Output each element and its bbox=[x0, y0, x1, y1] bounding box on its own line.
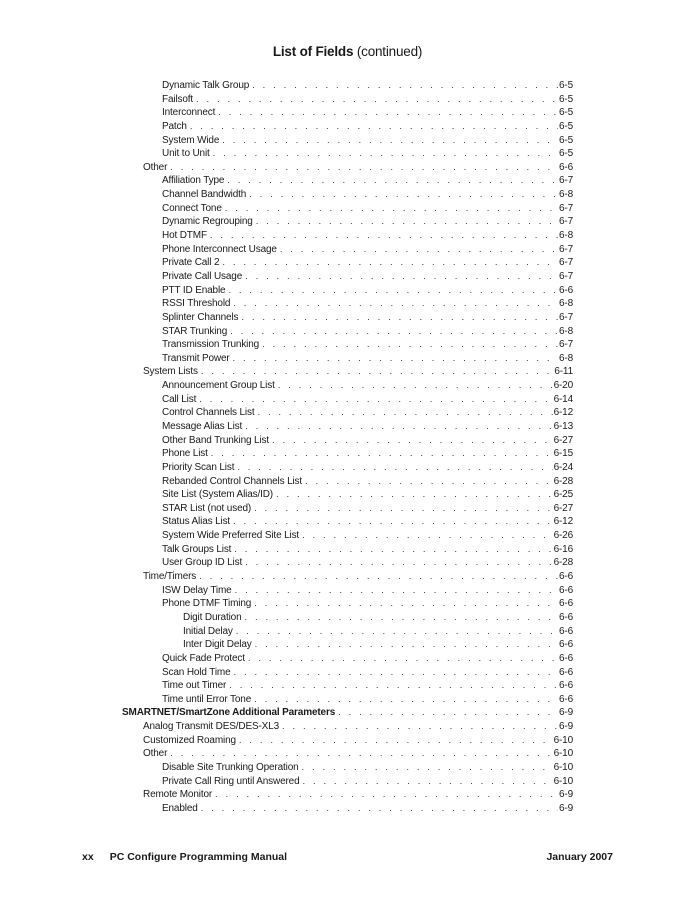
toc-entry-label: Other bbox=[143, 748, 168, 760]
toc-dot-leader bbox=[248, 652, 558, 666]
toc-entry-label: System Wide bbox=[162, 134, 220, 146]
toc-entry-label: Transmission Trunking bbox=[162, 339, 260, 351]
toc-entry-page: 6-8 bbox=[558, 189, 573, 201]
toc-dot-leader bbox=[201, 365, 553, 379]
toc-entry bbox=[162, 243, 573, 257]
toc-entry-label: PTT ID Enable bbox=[162, 284, 226, 296]
toc-entry-label: Dynamic Regrouping bbox=[162, 216, 253, 228]
footer-date: January 2007 bbox=[546, 851, 613, 863]
page-title bbox=[0, 44, 695, 59]
toc-entry-label: System Lists bbox=[143, 366, 198, 378]
toc-entry-label: Phone Interconnect Usage bbox=[162, 243, 277, 255]
toc-entry-page: 6-7 bbox=[558, 175, 573, 187]
toc-entry bbox=[162, 147, 573, 161]
toc-entry-page: 6-7 bbox=[558, 339, 573, 351]
toc-dot-leader bbox=[249, 188, 558, 202]
toc-entry-label: User Group ID List bbox=[162, 557, 243, 569]
toc-entry-page: 6-28 bbox=[553, 475, 573, 487]
toc-dot-leader bbox=[262, 338, 558, 352]
toc-entry-page: 6-7 bbox=[558, 216, 573, 228]
toc-dot-leader bbox=[256, 215, 558, 229]
toc-entry bbox=[183, 611, 573, 625]
toc-entry bbox=[162, 556, 573, 570]
toc-dot-leader bbox=[302, 761, 553, 775]
toc-entry bbox=[162, 256, 573, 270]
toc-entry-page: 6-13 bbox=[553, 421, 573, 432]
toc-entry bbox=[162, 420, 573, 434]
toc-entry-page: 6-20 bbox=[553, 380, 573, 392]
toc-entry bbox=[162, 215, 573, 229]
toc-dot-leader bbox=[254, 693, 558, 707]
toc-dot-leader bbox=[211, 447, 553, 461]
toc-entry bbox=[183, 638, 573, 652]
toc-entry-label: Private Call Ring until Answered bbox=[162, 775, 300, 787]
toc-dot-leader bbox=[245, 270, 558, 284]
toc-entry-label: Site List (System Alias/ID) bbox=[162, 489, 273, 501]
toc-entry-label: Remote Monitor bbox=[143, 789, 213, 801]
toc-dot-leader bbox=[244, 611, 558, 625]
toc-dot-leader bbox=[302, 529, 553, 543]
toc-entry-page: 6-6 bbox=[558, 571, 573, 583]
page-title-continued: (continued) bbox=[356, 44, 423, 59]
toc-dot-leader bbox=[235, 584, 558, 598]
toc-entry-page: 6-6 bbox=[558, 598, 573, 610]
toc-entry bbox=[122, 706, 573, 720]
toc-entry-label: Inter Digit Delay bbox=[183, 639, 252, 651]
toc-dot-leader bbox=[255, 638, 558, 652]
toc-entry-label: Affiliation Type bbox=[162, 175, 225, 187]
toc-entry bbox=[162, 174, 573, 188]
toc-entry-label: Channel Bandwidth bbox=[162, 189, 247, 201]
toc-entry-label: Analog Transmit DES/DES-XL3 bbox=[143, 721, 280, 733]
toc-entry-page: 6-12 bbox=[553, 407, 573, 419]
toc-entry bbox=[162, 461, 573, 475]
toc-entry-label: Time/Timers bbox=[143, 571, 197, 583]
toc-dot-leader bbox=[245, 556, 552, 570]
toc-dot-leader bbox=[170, 161, 558, 175]
toc-entry bbox=[162, 284, 573, 298]
toc-dot-leader bbox=[233, 352, 558, 366]
toc-entry-page: 6-10 bbox=[553, 734, 573, 746]
page-title-main: List of Fields bbox=[272, 44, 354, 59]
toc-entry-page: 6-6 bbox=[558, 666, 573, 678]
toc-entry bbox=[162, 229, 573, 243]
toc-dot-leader bbox=[234, 543, 552, 557]
toc-entry-page: 6-5 bbox=[558, 107, 573, 119]
toc-entry-label: RSSI Threshold bbox=[162, 298, 231, 310]
toc-dot-leader bbox=[227, 174, 558, 188]
toc-entry bbox=[143, 161, 573, 175]
toc-entry-page: 6-6 bbox=[558, 693, 573, 705]
toc-entry bbox=[162, 529, 573, 543]
toc-entry-label: Dynamic Talk Group bbox=[162, 80, 250, 91]
toc-entry-page: 6-6 bbox=[558, 652, 573, 664]
footer-manual-title: PC Configure Programming Manual bbox=[109, 851, 288, 863]
toc-entry bbox=[162, 652, 573, 666]
toc-entry-label: Control Channels List bbox=[162, 407, 255, 419]
toc-dot-leader bbox=[257, 406, 552, 420]
toc-entry-page: 6-11 bbox=[554, 366, 573, 378]
toc-entry bbox=[143, 747, 573, 761]
toc-entry bbox=[162, 666, 573, 680]
toc-dot-leader bbox=[254, 502, 553, 516]
toc-dot-leader bbox=[199, 570, 558, 584]
toc-entry-label: Message Alias List bbox=[162, 421, 243, 432]
toc-entry-page: 6-27 bbox=[553, 502, 573, 514]
toc-entry bbox=[143, 570, 573, 584]
toc-entry-label: System Wide Preferred Site List bbox=[162, 530, 300, 542]
toc-entry bbox=[162, 106, 573, 120]
toc-entry-page: 6-24 bbox=[553, 461, 573, 473]
toc-entry bbox=[162, 325, 573, 339]
toc-entry-page: 6-9 bbox=[558, 707, 573, 719]
toc-entry-label: Other Band Trunking List bbox=[162, 434, 270, 446]
toc-entry-label: Connect Tone bbox=[162, 202, 222, 214]
toc-dot-leader bbox=[245, 420, 552, 434]
toc-dot-leader bbox=[236, 625, 558, 639]
toc-entry-label: Time until Error Tone bbox=[162, 693, 252, 705]
toc-entry bbox=[162, 502, 573, 516]
toc-entry-label: Quick Fade Protect bbox=[162, 652, 245, 664]
toc-entry bbox=[162, 584, 573, 598]
toc-entry-label: Failsoft bbox=[162, 93, 194, 105]
toc-entry-label: ISW Delay Time bbox=[162, 584, 232, 596]
toc-entry-page: 6-8 bbox=[558, 298, 573, 310]
toc-entry-label: STAR List (not used) bbox=[162, 502, 252, 514]
toc-entry bbox=[162, 543, 573, 557]
toc-entry-label: Splinter Channels bbox=[162, 311, 239, 323]
toc-dot-leader bbox=[241, 311, 558, 325]
toc-dot-leader bbox=[237, 461, 552, 475]
toc-entry bbox=[162, 515, 573, 529]
toc-entry bbox=[162, 679, 573, 693]
toc-entry-page: 6-10 bbox=[553, 762, 573, 773]
toc-dot-leader bbox=[233, 515, 553, 529]
toc-entry bbox=[162, 447, 573, 461]
toc-entry bbox=[162, 270, 573, 284]
toc-entry bbox=[162, 134, 573, 148]
toc-dot-leader bbox=[213, 147, 558, 161]
toc-entry bbox=[143, 734, 573, 748]
toc-entry-label: Patch bbox=[162, 120, 187, 132]
toc-dot-leader bbox=[222, 134, 558, 148]
toc-entry-page: 6-12 bbox=[553, 516, 573, 528]
toc-entry-label: Phone List bbox=[162, 448, 208, 460]
toc-entry bbox=[162, 802, 573, 816]
toc-entry-page: 6-6 bbox=[558, 611, 573, 623]
toc-entry-page: 6-6 bbox=[558, 161, 573, 173]
toc-entry bbox=[162, 475, 573, 489]
toc-entry-label: Interconnect bbox=[162, 107, 216, 119]
toc-entry-label: Time out Timer bbox=[162, 680, 227, 692]
toc-entry-page: 6-28 bbox=[553, 557, 573, 569]
toc-entry bbox=[162, 693, 573, 707]
toc-entry-page: 6-8 bbox=[558, 325, 573, 337]
toc-entry bbox=[162, 775, 573, 789]
toc-dot-leader bbox=[305, 475, 553, 489]
toc-entry bbox=[162, 393, 573, 407]
toc-entry-label: STAR Trunking bbox=[162, 325, 228, 337]
toc-dot-leader bbox=[280, 243, 558, 257]
toc-entry bbox=[143, 365, 573, 379]
toc-entry-page: 6-9 bbox=[558, 789, 573, 801]
toc-entry bbox=[162, 202, 573, 216]
toc-entry bbox=[162, 761, 573, 775]
toc-entry-page: 6-7 bbox=[558, 311, 573, 323]
toc-entry-page: 6-7 bbox=[558, 257, 573, 269]
toc-entry-page: 6-25 bbox=[553, 489, 573, 501]
toc-dot-leader bbox=[254, 597, 558, 611]
toc-entry bbox=[162, 93, 573, 107]
toc-entry-label: Rebanded Control Channels List bbox=[162, 475, 303, 487]
toc-dot-leader bbox=[338, 706, 558, 720]
toc-entry-label: Other bbox=[143, 161, 168, 173]
toc-entry-page: 6-8 bbox=[558, 230, 573, 242]
toc-dot-leader bbox=[234, 666, 558, 680]
toc-entry-page: 6-6 bbox=[558, 639, 573, 651]
toc-entry bbox=[162, 352, 573, 366]
toc-dot-leader bbox=[222, 256, 558, 270]
toc-dot-leader bbox=[190, 120, 558, 134]
toc-entry-page: 6-5 bbox=[558, 148, 573, 160]
toc-entry-page: 6-9 bbox=[558, 802, 573, 814]
toc-entry bbox=[183, 625, 573, 639]
toc-entry bbox=[162, 311, 573, 325]
toc-entry-page: 6-15 bbox=[553, 448, 573, 460]
toc-entry-label: Priority Scan List bbox=[162, 461, 235, 473]
toc-entry-label: Status Alias List bbox=[162, 516, 231, 528]
toc-entry-page: 6-10 bbox=[553, 748, 573, 760]
toc-dot-leader bbox=[228, 284, 558, 298]
toc-dot-leader bbox=[278, 379, 553, 393]
toc-dot-leader bbox=[276, 488, 553, 502]
toc-entry-label: Call List bbox=[162, 393, 197, 405]
toc-entry-label: Private Call 2 bbox=[162, 257, 220, 269]
toc-entry-label: Announcement Group List bbox=[162, 380, 275, 392]
toc-dot-leader bbox=[272, 434, 553, 448]
toc-dot-leader bbox=[225, 202, 558, 216]
toc-entry-label: Phone DTMF Timing bbox=[162, 598, 252, 610]
toc-entry-label: Hot DTMF bbox=[162, 230, 207, 242]
toc-entry bbox=[162, 338, 573, 352]
toc-entry-page: 6-9 bbox=[558, 721, 573, 733]
toc-entry-page: 6-26 bbox=[553, 530, 573, 542]
toc-entry bbox=[162, 120, 573, 134]
toc-entry-page: 6-6 bbox=[558, 625, 573, 637]
toc-entry-page: 6-6 bbox=[558, 680, 573, 692]
toc-entry-label: Customized Roaming bbox=[143, 734, 236, 746]
toc-entry-label: Initial Delay bbox=[183, 625, 233, 637]
toc-entry-page: 6-5 bbox=[558, 120, 573, 132]
toc-entry-label: Digit Duration bbox=[183, 611, 242, 623]
toc-entry bbox=[162, 379, 573, 393]
toc-dot-leader bbox=[196, 93, 558, 107]
toc-entry bbox=[162, 406, 573, 420]
toc-entry bbox=[162, 434, 573, 448]
toc-dot-leader bbox=[170, 747, 552, 761]
toc-entry bbox=[162, 597, 573, 611]
toc-entry-page: 6-16 bbox=[553, 543, 573, 555]
toc-entry bbox=[162, 188, 573, 202]
toc-dot-leader bbox=[218, 106, 558, 120]
toc-dot-leader bbox=[230, 325, 558, 339]
toc-dot-leader bbox=[229, 679, 558, 693]
toc-entry-label: Transmit Power bbox=[162, 352, 230, 364]
toc-dot-leader bbox=[199, 393, 552, 407]
toc-dot-leader bbox=[303, 775, 553, 789]
toc-entry-page: 6-7 bbox=[558, 270, 573, 282]
toc-dot-leader bbox=[210, 229, 558, 243]
toc-entry-page: 6-6 bbox=[558, 584, 573, 596]
toc-dot-leader bbox=[239, 734, 553, 748]
toc-entry-label: SMARTNET/SmartZone Additional Parameters bbox=[122, 707, 336, 719]
toc-entry-label: Scan Hold Time bbox=[162, 666, 231, 678]
toc-entry bbox=[162, 297, 573, 311]
toc-entry-label: Unit to Unit bbox=[162, 148, 210, 160]
toc-entry-page: 6-7 bbox=[558, 243, 573, 255]
toc-entry-label: Disable Site Trunking Operation bbox=[162, 762, 299, 773]
toc-entry-page: 6-5 bbox=[558, 93, 573, 105]
toc-entry-page: 6-6 bbox=[558, 284, 573, 296]
toc-entry-page: 6-7 bbox=[558, 202, 573, 214]
toc-entry-label: Enabled bbox=[162, 802, 198, 814]
footer-left bbox=[82, 851, 287, 863]
toc-entry-label: Talk Groups List bbox=[162, 543, 232, 555]
toc-dot-leader bbox=[201, 802, 558, 816]
toc-dot-leader bbox=[215, 788, 558, 802]
toc-dot-leader bbox=[252, 79, 558, 93]
footer-page-number: xx bbox=[82, 851, 94, 863]
toc-entry-label: Private Call Usage bbox=[162, 270, 243, 282]
toc-entry-page: 6-14 bbox=[553, 393, 573, 405]
toc-dot-leader bbox=[282, 720, 558, 734]
toc-entry bbox=[143, 720, 573, 734]
toc-entry-page: 6-5 bbox=[558, 80, 573, 91]
toc-dot-leader bbox=[233, 297, 558, 311]
toc-entry bbox=[162, 79, 573, 93]
toc-entry bbox=[143, 788, 573, 802]
toc-entry-page: 6-27 bbox=[553, 434, 573, 446]
toc-entry-page: 6-5 bbox=[558, 134, 573, 146]
toc-entry-page: 6-10 bbox=[553, 775, 573, 787]
toc-entry-page: 6-8 bbox=[558, 352, 573, 364]
toc-entry bbox=[162, 488, 573, 502]
